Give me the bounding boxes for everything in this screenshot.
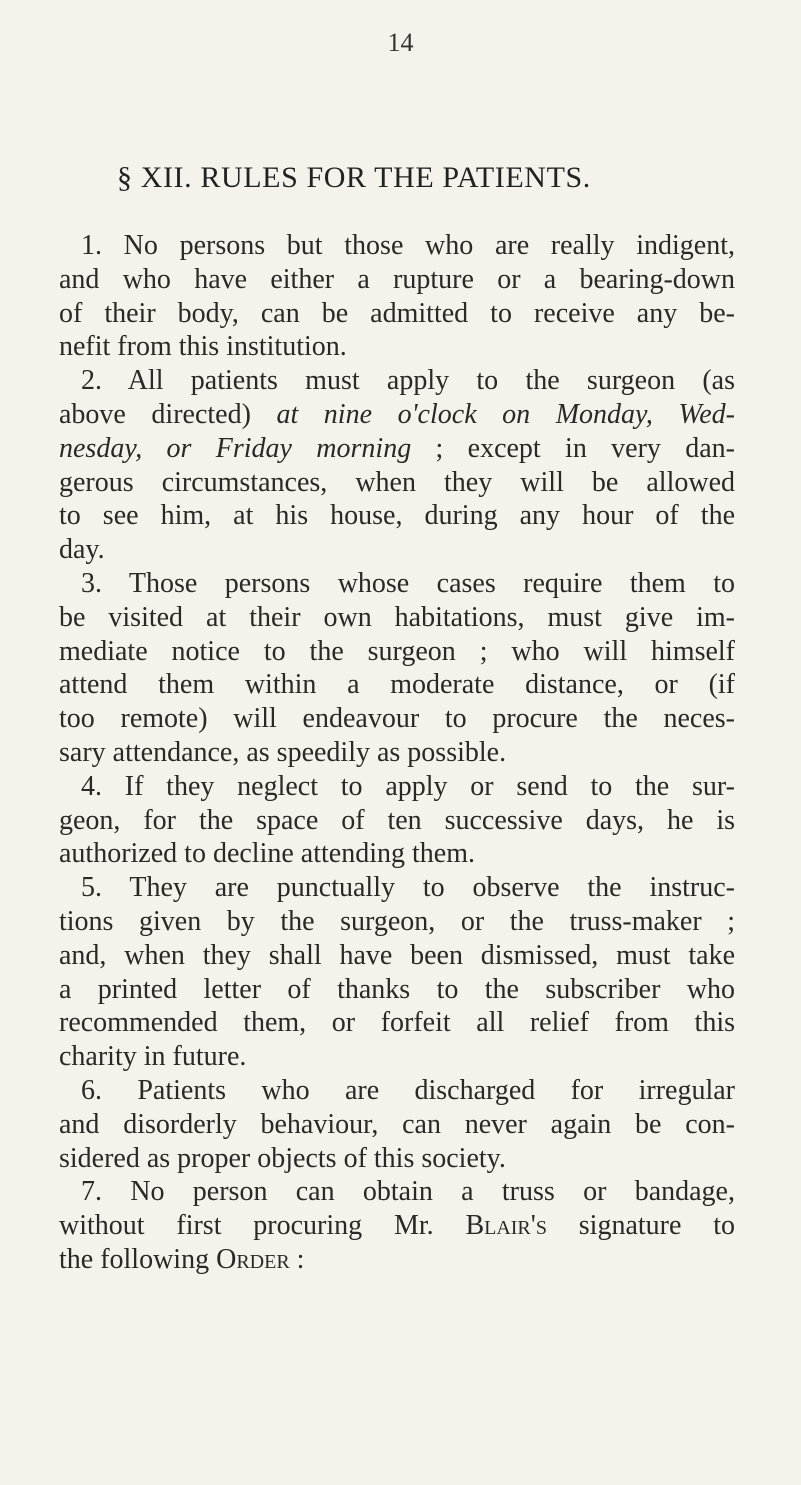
rule-2-line-4: gerous circumstances, when they will be allowed [59,466,735,498]
rule-5-line-5: recommended them, or forfeit all relief from this [59,1007,735,1039]
rule-4-line-3: authorized to decline attending them. [59,838,475,870]
page-number: 14 [387,28,414,57]
rule-7-line-3-tail: : [289,1243,305,1275]
rules-body [59,229,735,1277]
rule-4-line-2: geon, for the space of ten successive days, he is [59,804,735,836]
rule-7-line-2 [59,1209,735,1243]
rule-2-line-6: day. [59,534,105,566]
rule-1-line-3: of their body, can be admitted to receive any be- [59,297,735,329]
rule-3-line-2: be visited at their own habitations, must give im- [59,601,735,633]
rule-7-line-3-text: the following [59,1243,217,1275]
rule-7-line-2-name: Blair's [465,1210,547,1242]
rule-7-line-3 [59,1243,735,1277]
rule-2-line-5: to see him, at his house, during any hour of the [59,500,735,532]
rule-7-line-3-order: Order [216,1243,290,1275]
rule-7-line-1: 7. No person can obtain a truss or bandage, [81,1176,735,1208]
rule-4-line-1: 4. If they neglect to apply or send to the sur- [81,770,735,802]
rule-6-line-1: 6. Patients who are discharged for irregular [81,1074,735,1106]
rule-2-line-3-italic: nesday, or Friday morning [59,432,412,464]
rule-2-line-1: 2. All patients must apply to the surgeon (as [81,365,735,397]
rule-6-line-2: and disorderly behaviour, can never again be con- [59,1108,735,1140]
section-heading: § XII. RULES FOR THE PATIENTS. [117,161,591,194]
rule-3-line-4: attend them within a moderate distance, or (if [59,669,735,701]
rule-3-line-5: too remote) will endeavour to procure the neces- [59,703,735,735]
rule-5-line-4: a printed letter of thanks to the subscriber who [59,973,735,1005]
rule-3-line-6: sary attendance, as speedily as possible. [59,736,507,768]
rule-5-line-3: and, when they shall have been dismissed, must take [59,939,735,971]
rule-1-line-1: 1. No persons but those who are really indigent, [81,230,735,261]
rule-3-line-3: mediate notice to the surgeon ; who will himself [59,635,735,667]
rule-1-line-4: nefit from this institution. [59,331,347,363]
rule-2-line-2-text: above directed) [59,398,277,430]
rule-2-line-2 [59,398,735,432]
rule-7-line-2-text: without first procuring Mr. [59,1210,466,1242]
rule-5-line-1: 5. They are punctually to observe the instruc- [81,872,735,904]
rule-2-line-2-italic: at nine o'clock on Monday, Wed- [276,398,735,430]
rule-2-line-3 [59,432,735,466]
rule-7-line-2-tail: signature to [546,1210,735,1242]
rule-3-line-1: 3. Those persons whose cases require them to [81,567,735,599]
rule-6-line-3: sidered as proper objects of this society. [59,1142,506,1174]
rule-2-line-3-text: ; except in very dan- [411,432,735,464]
rule-5-line-6: charity in future. [59,1041,247,1073]
rule-5-line-2: tions given by the surgeon, or the truss-maker ; [59,905,735,937]
rule-1-line-2: and who have either a rupture or a bearing-down [59,263,735,295]
